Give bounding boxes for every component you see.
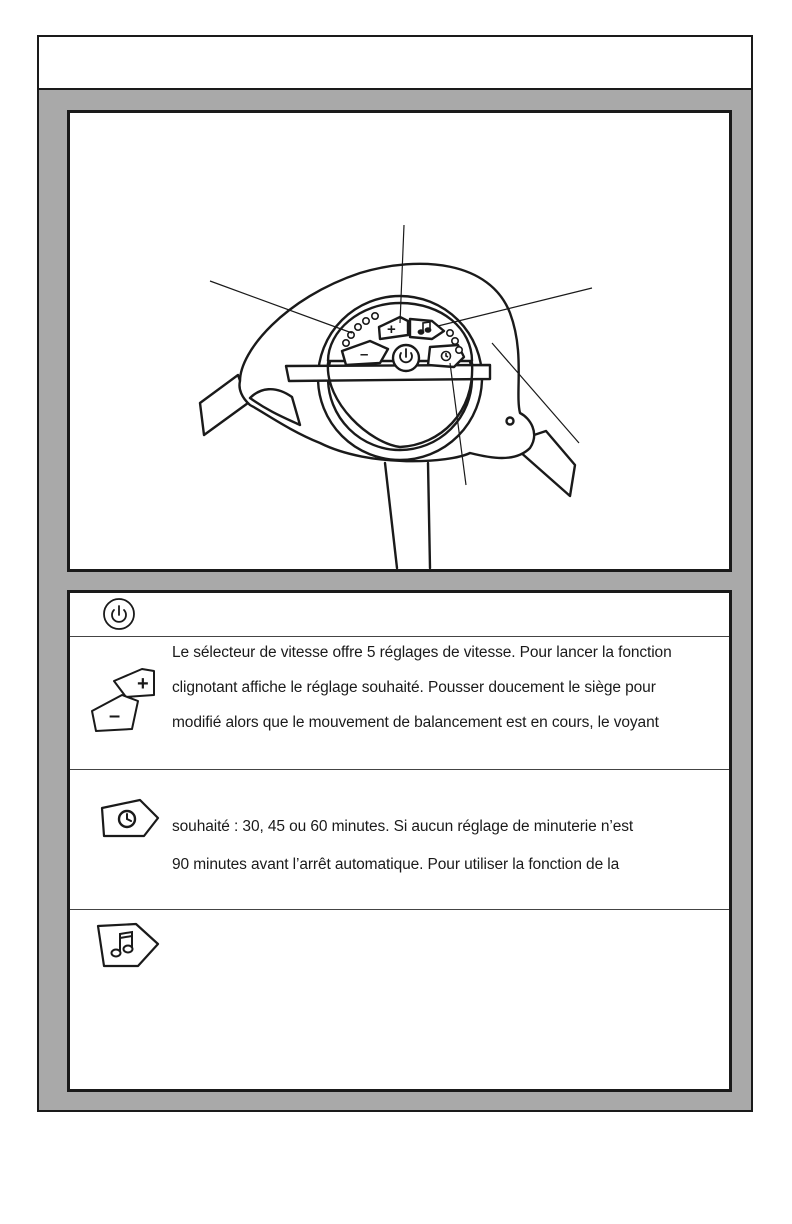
speed-text-line-1: Le sélecteur de vitesse offre 5 réglages de vitesse. Pour lancer la fonction	[172, 644, 672, 661]
plus-minus-icon	[86, 665, 168, 735]
music-note-icon	[94, 918, 164, 974]
minus-glyph: –	[109, 705, 121, 727]
timer-text-line-2: 90 minutes avant l’arrêt automatique. Pour utiliser la fonction de la	[172, 856, 620, 873]
button-description-panel	[67, 590, 732, 1092]
power-icon	[102, 597, 136, 631]
speed-row	[70, 637, 729, 770]
title-band	[39, 37, 751, 90]
figure-plus-glyph: +	[387, 321, 396, 338]
timer-row	[70, 770, 729, 910]
speed-text-line-3: modifié alors que le mouvement de balancement est en cours, le voyant	[172, 714, 659, 731]
speed-text-line-2: clignotant affiche le réglage souhaité. Pousser doucement le siège pour	[172, 679, 656, 696]
swing-seat-illustration	[70, 113, 729, 569]
timer-clock-icon	[96, 794, 164, 842]
timer-text-line-1: souhaité : 30, 45 ou 60 minutes. Si aucun réglage de minuterie n’est	[172, 818, 634, 835]
figure-minus-glyph: –	[360, 346, 369, 363]
plus-glyph: +	[137, 673, 149, 695]
music-row	[70, 910, 729, 1090]
control-panel-figure	[67, 110, 732, 572]
instruction-sheet	[37, 35, 753, 1112]
power-row	[70, 593, 729, 637]
